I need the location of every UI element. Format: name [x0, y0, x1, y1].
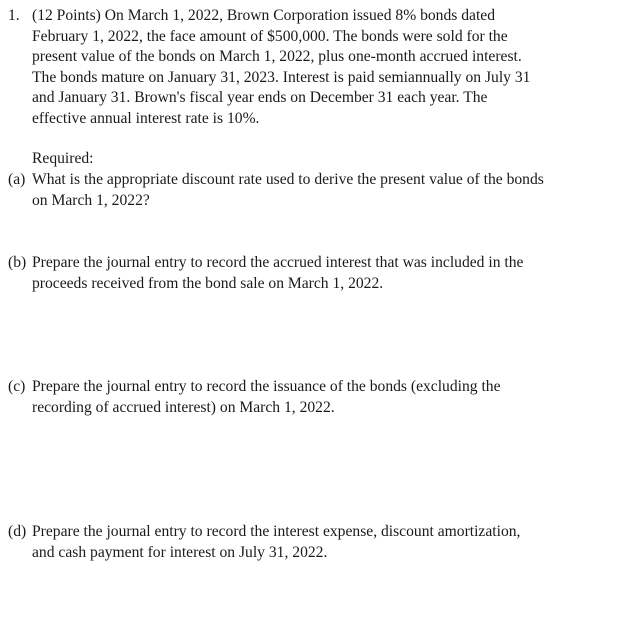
question-line: (12 Points) On March 1, 2022, Brown Corporation issued 8% bonds dated	[32, 7, 496, 24]
part-line: Prepare the journal entry to record the accrued interest that was included in the	[32, 254, 524, 271]
part-marker: (c)	[8, 378, 26, 395]
part-line: on March 1, 2022?	[32, 191, 150, 209]
part-text	[32, 377, 624, 418]
question-line: and January 31. Brown's fiscal year ends on December 31 each year. The	[32, 89, 488, 106]
part-marker: (a)	[8, 171, 26, 188]
part-marker: (d)	[8, 523, 27, 540]
part-text	[32, 522, 624, 563]
question-statement	[32, 6, 622, 129]
part-line: proceeds received from the bond sale on March 1, 2022.	[32, 274, 384, 292]
part-line: Prepare the journal entry to record the issuance of the bonds (excluding the	[32, 378, 501, 395]
part-text	[32, 253, 624, 294]
required-heading: Required:	[32, 150, 94, 167]
question-line: present value of the bonds on March 1, 2022, plus one-month accrued interest.	[32, 48, 522, 65]
part-line: What is the appropriate discount rate used to derive the present value of the bonds	[32, 171, 544, 188]
part-line: Prepare the journal entry to record the interest expense, discount amortization,	[32, 523, 521, 540]
part-line: and cash payment for interest on July 31, 2022.	[32, 543, 328, 561]
question-line: effective annual interest rate is 10%.	[32, 109, 260, 127]
question-number: 1.	[8, 7, 20, 24]
part-text	[32, 170, 624, 211]
part-marker: (b)	[8, 254, 27, 271]
question-line: The bonds mature on January 31, 2023. Interest is paid semiannually on July 31	[32, 68, 531, 86]
question-line: February 1, 2022, the face amount of $500,000. The bonds were sold for the	[32, 27, 508, 45]
part-line: recording of accrued interest) on March 1, 2022.	[32, 398, 335, 416]
